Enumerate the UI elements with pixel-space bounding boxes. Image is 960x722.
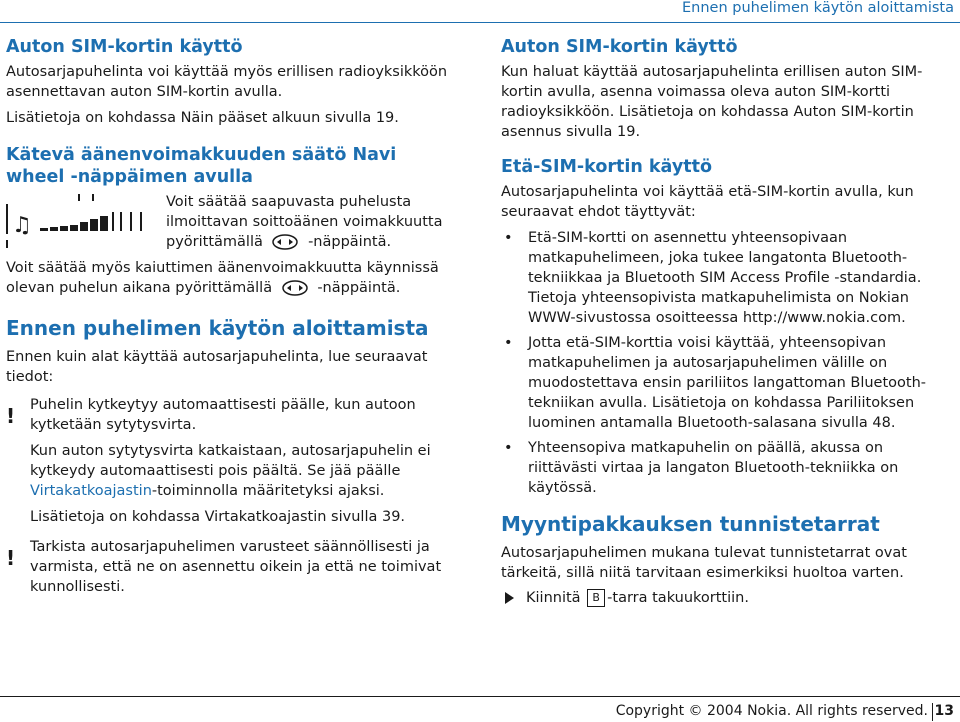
volume-call-text-a: Voit säätää myös kaiuttimen äänenvoimakkuutta käynnissä olevan puhelun aikana pyörittämällä <box>6 260 439 296</box>
volume-call-text <box>6 258 458 298</box>
labels-heading: Myyntipakkauksen tunnistetarrat <box>501 512 880 536</box>
list-item: • Jotta etä-SIM-korttia voisi käyttää, yhteensopivan matkapuhelimen ja autosarjapuhelimen välille on muodostettava ensin pariliitos langattoman Bluetooth-tekniikan avulla. Lisätietoja on kohdassa Pariliitoksen luominen antamalla Bluetooth-salasana sivulla 48. <box>501 333 953 433</box>
car-sim-heading: Auton SIM-kortin käyttö <box>6 37 243 57</box>
volume-heading: Kätevä äänenvoimakkuuden säätö Navi wheel -näppäimen avulla <box>6 145 397 187</box>
before-use-section <box>6 316 458 597</box>
note-power-p2-a: Kun auton sytytysvirta katkaistaan, autosarjapuhelin ei kytkeydy automaattisesti pois päältä. Se jää päälle <box>30 443 431 479</box>
remote-sim-section <box>501 156 953 498</box>
volume-display-icon <box>6 192 166 250</box>
labels-text: Autosarjapuhelimen mukana tulevat tunnistetarrat ovat tärkeitä, sillä niitä tarvitaan esimerkiksi huoltoa varten. <box>501 545 907 581</box>
volume-display-text-a: Voit säätää saapuvasta puhelusta ilmoittavan soittoäänen voimakkuutta pyörittämällä <box>166 194 443 250</box>
car-sim-more: Lisätietoja on kohdassa Näin pääset alkuun sivulla 19. <box>6 110 399 126</box>
labels-instruction-a: Kiinnitä <box>526 590 581 606</box>
note-power-p3: Lisätietoja on kohdassa Virtakatkoajastin sivulla 39. <box>30 509 406 525</box>
list-item: • Yhteensopiva matkapuhelin on päällä, akussa on riittävästi virtaa ja langaton Bluetooth-tekniikka on käytössä. <box>501 438 953 498</box>
note-accessories-text: Tarkista autosarjapuhelimen varusteet säännöllisesti ja varmista, että ne on asennettu oikein ja että ne toimivat kunnollisesti. <box>30 539 442 595</box>
labels-instruction <box>501 589 953 607</box>
before-use-heading: Ennen puhelimen käytön aloittamista <box>6 316 429 340</box>
navi-wheel-icon <box>271 234 299 250</box>
power-timer-link[interactable]: Virtakatkoajastin <box>30 483 152 499</box>
car-sim-text: Autosarjapuhelinta voi käyttää myös erillisen radioyksikköön asennettavan auton SIM-kortin avulla. <box>6 64 448 100</box>
labels-section <box>501 512 953 607</box>
remote-sim-intro: Autosarjapuhelinta voi käyttää etä-SIM-kortin avulla, kun seuraavat ehdot täyttyvät: <box>501 184 914 220</box>
footer-separator <box>932 703 933 721</box>
volume-call-text-b: -näppäintä. <box>317 280 401 296</box>
note-accessories <box>6 537 458 597</box>
right-car-sim-section <box>501 36 953 142</box>
footer-rule <box>0 696 960 697</box>
copyright-text: Copyright © 2004 Nokia. All rights reserved. <box>615 703 928 719</box>
labels-instruction-b: -tarra takuukorttiin. <box>607 590 749 606</box>
page-footer <box>0 703 960 722</box>
car-sim-section <box>6 36 458 128</box>
remote-sim-heading: Etä-SIM-kortin käyttö <box>501 157 712 177</box>
note-power-p1: Puhelin kytkeytyy automaattisesti päälle, kun autoon kytketään sytytysvirta. <box>30 397 416 433</box>
before-use-intro: Ennen kuin alat käyttää autosarjapuhelinta, lue seuraavat tiedot: <box>6 349 428 385</box>
right-car-sim-heading: Auton SIM-kortin käyttö <box>501 37 738 57</box>
page-header-title: Ennen puhelimen käytön aloittamista <box>682 0 954 16</box>
note-power-p2 <box>30 441 458 501</box>
volume-display-text-b: -näppäintä. <box>308 234 392 250</box>
exclamation-icon: ! <box>6 404 16 428</box>
remote-sim-conditions <box>501 228 953 498</box>
exclamation-icon: ! <box>6 546 16 570</box>
volume-display-text <box>166 192 458 252</box>
volume-display-block <box>6 192 458 252</box>
note-power <box>6 395 458 527</box>
volume-section <box>6 144 458 298</box>
left-column <box>6 36 458 607</box>
note-power-p2-b: -toiminnolla määritetyksi ajaksi. <box>151 483 385 499</box>
right-car-sim-text: Kun haluat käyttää autosarjapuhelinta erillisen auton SIM-kortin avulla, asenna voimassa oleva auton SIM-kortti radioyksikköön. Lisätietoja on kohdassa Auton SIM-kortin asennus sivulla 19. <box>501 64 923 140</box>
page-number: 13 <box>934 703 954 719</box>
header-rule <box>0 22 960 23</box>
svg-text:♫: ♫ <box>12 213 32 238</box>
right-column <box>501 36 953 617</box>
arrow-right-icon <box>505 592 514 604</box>
navi-wheel-icon <box>281 280 309 296</box>
b-label-icon: B <box>587 589 605 607</box>
list-item: • Etä-SIM-kortti on asennettu yhteensopivaan matkapuhelimeen, joka tukee langatonta Bluetooth-tekniikkaa ja Bluetooth SIM Access Profile -standardia. Tietoja yhteensopivista matkapuhelimista on Nokian WWW-sivustossa osoitteessa http://www.nokia.com. <box>501 228 953 328</box>
